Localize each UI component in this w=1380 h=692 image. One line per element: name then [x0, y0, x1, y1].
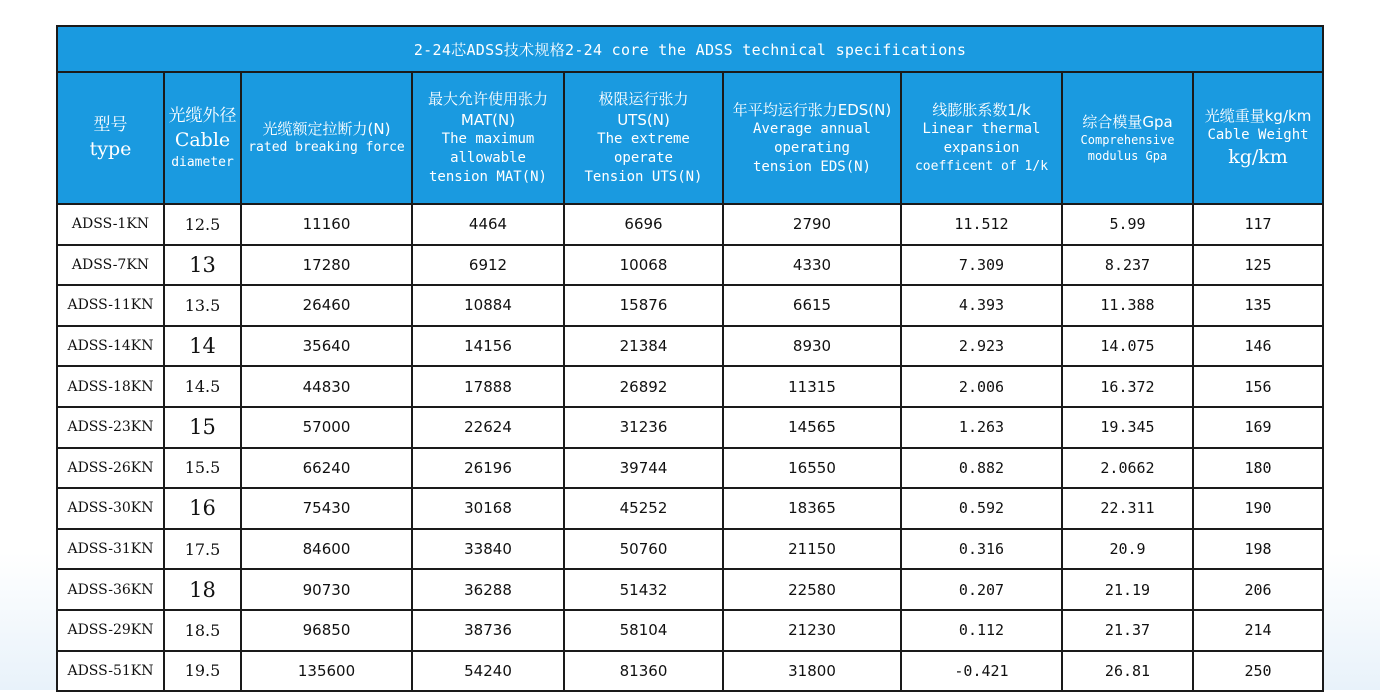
- breaking-force-cell: 35640: [241, 326, 412, 367]
- header-label-zh: UTS(N): [617, 110, 670, 129]
- header-label-en: diameter: [171, 154, 234, 170]
- diameter-cell: 19.5: [164, 651, 241, 692]
- uts-cell: 51432: [564, 569, 723, 610]
- mat-cell: 22624: [412, 407, 564, 448]
- modulus-cell: 22.311: [1062, 488, 1193, 529]
- weight-cell: 169: [1193, 407, 1323, 448]
- mat-cell: 38736: [412, 610, 564, 651]
- table-row: [57, 610, 1323, 651]
- weight-cell: 117: [1193, 204, 1323, 245]
- mat-cell: 14156: [412, 326, 564, 367]
- table-title: 2-24芯ADSS技术规格2-24 core the ADSS technical specifications: [57, 26, 1323, 72]
- expansion-cell: 0.316: [901, 529, 1062, 570]
- modulus-cell: 21.19: [1062, 569, 1193, 610]
- model-cell: ADSS-7KN: [57, 245, 164, 286]
- header-rated-breaking-force: [241, 72, 412, 204]
- mat-cell: 6912: [412, 245, 564, 286]
- expansion-cell: 0.207: [901, 569, 1062, 610]
- model-cell: ADSS-31KN: [57, 529, 164, 570]
- header-max-allowable-tension: [412, 72, 564, 204]
- table-row: [57, 651, 1323, 692]
- modulus-cell: 11.388: [1062, 285, 1193, 326]
- mat-cell: 17888: [412, 366, 564, 407]
- modulus-cell: 26.81: [1062, 651, 1193, 692]
- model-cell: ADSS-36KN: [57, 569, 164, 610]
- header-label-zh: 型号: [93, 114, 128, 135]
- header-label-en: coefficent of 1/k: [914, 159, 1049, 175]
- modulus-cell: 20.9: [1062, 529, 1193, 570]
- modulus-cell: 19.345: [1062, 407, 1193, 448]
- eds-cell: 11315: [723, 366, 901, 407]
- modulus-cell: 14.075: [1062, 326, 1193, 367]
- table-row: [57, 285, 1323, 326]
- expansion-cell: 0.112: [901, 610, 1062, 651]
- mat-cell: 54240: [412, 651, 564, 692]
- weight-cell: 180: [1193, 448, 1323, 489]
- uts-cell: 6696: [564, 204, 723, 245]
- header-label-en: expansion: [943, 140, 1020, 157]
- diameter-cell: 14.5: [164, 366, 241, 407]
- diameter-cell: 14: [164, 326, 241, 367]
- eds-cell: 22580: [723, 569, 901, 610]
- modulus-cell: 5.99: [1062, 204, 1193, 245]
- header-label-en: rated breaking force: [248, 140, 405, 156]
- breaking-force-cell: 26460: [241, 285, 412, 326]
- table-row: [57, 569, 1323, 610]
- uts-cell: 39744: [564, 448, 723, 489]
- uts-cell: 81360: [564, 651, 723, 692]
- header-label-zh: 年平均运行张力EDS(N): [732, 100, 892, 119]
- model-cell: ADSS-23KN: [57, 407, 164, 448]
- header-label-zh: 综合模量Gpa: [1082, 112, 1173, 131]
- weight-cell: 214: [1193, 610, 1323, 651]
- model-cell: ADSS-1KN: [57, 204, 164, 245]
- modulus-cell: 16.372: [1062, 366, 1193, 407]
- eds-cell: 21230: [723, 610, 901, 651]
- model-cell: ADSS-51KN: [57, 651, 164, 692]
- header-label-en: kg/km: [1228, 145, 1288, 168]
- breaking-force-cell: 17280: [241, 245, 412, 286]
- header-label-en: allowable: [450, 149, 526, 166]
- diameter-cell: 15.5: [164, 448, 241, 489]
- spec-table-container: [56, 25, 1322, 692]
- modulus-cell: 2.0662: [1062, 448, 1193, 489]
- table-row: [57, 529, 1323, 570]
- header-label-en: The maximum: [441, 130, 535, 147]
- table-row: [57, 366, 1323, 407]
- header-type: [57, 72, 164, 204]
- mat-cell: 4464: [412, 204, 564, 245]
- table-row: [57, 407, 1323, 448]
- uts-cell: 31236: [564, 407, 723, 448]
- weight-cell: 190: [1193, 488, 1323, 529]
- eds-cell: 18365: [723, 488, 901, 529]
- header-cable-weight: [1193, 72, 1323, 204]
- header-label-en: Average annual: [752, 120, 871, 137]
- header-label-zh: 极限运行张力: [598, 90, 689, 109]
- weight-cell: 125: [1193, 245, 1323, 286]
- uts-cell: 15876: [564, 285, 723, 326]
- diameter-cell: 15: [164, 407, 241, 448]
- header-label-en: modulus Gpa: [1087, 149, 1168, 164]
- expansion-cell: 7.309: [901, 245, 1062, 286]
- uts-cell: 21384: [564, 326, 723, 367]
- eds-cell: 31800: [723, 651, 901, 692]
- header-label-en: operating: [774, 139, 850, 156]
- spec-table: [56, 25, 1324, 692]
- breaking-force-cell: 11160: [241, 204, 412, 245]
- header-label-zh: 光缆额定拉断力(N): [262, 120, 391, 139]
- mat-cell: 36288: [412, 569, 564, 610]
- model-cell: ADSS-29KN: [57, 610, 164, 651]
- header-extreme-tension: [564, 72, 723, 204]
- weight-cell: 156: [1193, 366, 1323, 407]
- header-label-zh: 光缆重量kg/km: [1204, 106, 1312, 125]
- table-row: [57, 245, 1323, 286]
- modulus-cell: 21.37: [1062, 610, 1193, 651]
- table-title-row: [57, 26, 1323, 72]
- diameter-cell: 13: [164, 245, 241, 286]
- header-label-en: Linear thermal: [922, 121, 1041, 138]
- header-thermal-expansion: [901, 72, 1062, 204]
- table-row: [57, 326, 1323, 367]
- model-cell: ADSS-30KN: [57, 488, 164, 529]
- diameter-cell: 18: [164, 569, 241, 610]
- table-row: [57, 448, 1323, 489]
- expansion-cell: 2.923: [901, 326, 1062, 367]
- expansion-cell: 4.393: [901, 285, 1062, 326]
- modulus-cell: 8.237: [1062, 245, 1193, 286]
- weight-cell: 206: [1193, 569, 1323, 610]
- header-label-zh: MAT(N): [460, 110, 516, 129]
- expansion-cell: 1.263: [901, 407, 1062, 448]
- eds-cell: 2790: [723, 204, 901, 245]
- weight-cell: 198: [1193, 529, 1323, 570]
- breaking-force-cell: 90730: [241, 569, 412, 610]
- model-cell: ADSS-18KN: [57, 366, 164, 407]
- breaking-force-cell: 66240: [241, 448, 412, 489]
- expansion-cell: 0.882: [901, 448, 1062, 489]
- table-row: [57, 488, 1323, 529]
- header-label-en: tension MAT(N): [428, 168, 547, 185]
- table-header-row: [57, 72, 1323, 204]
- table-row: [57, 204, 1323, 245]
- eds-cell: 6615: [723, 285, 901, 326]
- weight-cell: 135: [1193, 285, 1323, 326]
- header-label-en: Cable Weight: [1207, 126, 1309, 143]
- header-label-zh: 光缆外径: [168, 105, 237, 126]
- model-cell: ADSS-14KN: [57, 326, 164, 367]
- header-average-operating-tension: [723, 72, 901, 204]
- breaking-force-cell: 57000: [241, 407, 412, 448]
- diameter-cell: 17.5: [164, 529, 241, 570]
- model-cell: ADSS-26KN: [57, 448, 164, 489]
- uts-cell: 10068: [564, 245, 723, 286]
- mat-cell: 33840: [412, 529, 564, 570]
- expansion-cell: -0.421: [901, 651, 1062, 692]
- header-label-zh: 最大允许使用张力: [427, 90, 548, 109]
- eds-cell: 16550: [723, 448, 901, 489]
- diameter-cell: 12.5: [164, 204, 241, 245]
- weight-cell: 250: [1193, 651, 1323, 692]
- breaking-force-cell: 96850: [241, 610, 412, 651]
- header-comprehensive-modulus: [1062, 72, 1193, 204]
- header-label-en: Comprehensive: [1080, 132, 1175, 147]
- expansion-cell: 0.592: [901, 488, 1062, 529]
- breaking-force-cell: 44830: [241, 366, 412, 407]
- breaking-force-cell: 84600: [241, 529, 412, 570]
- header-cable-diameter: [164, 72, 241, 204]
- weight-cell: 146: [1193, 326, 1323, 367]
- model-cell: ADSS-11KN: [57, 285, 164, 326]
- eds-cell: 14565: [723, 407, 901, 448]
- uts-cell: 45252: [564, 488, 723, 529]
- mat-cell: 26196: [412, 448, 564, 489]
- expansion-cell: 11.512: [901, 204, 1062, 245]
- header-label-en: type: [89, 137, 132, 160]
- mat-cell: 10884: [412, 285, 564, 326]
- header-label-en: Tension UTS(N): [584, 168, 703, 185]
- header-label-en: The extreme operate: [597, 130, 690, 166]
- diameter-cell: 16: [164, 488, 241, 529]
- eds-cell: 8930: [723, 326, 901, 367]
- header-label-zh: 线膨胀系数1/k: [932, 101, 1031, 120]
- eds-cell: 4330: [723, 245, 901, 286]
- header-label-en: tension EDS(N): [752, 158, 871, 175]
- breaking-force-cell: 135600: [241, 651, 412, 692]
- uts-cell: 50760: [564, 529, 723, 570]
- uts-cell: 58104: [564, 610, 723, 651]
- diameter-cell: 18.5: [164, 610, 241, 651]
- diameter-cell: 13.5: [164, 285, 241, 326]
- mat-cell: 30168: [412, 488, 564, 529]
- expansion-cell: 2.006: [901, 366, 1062, 407]
- breaking-force-cell: 75430: [241, 488, 412, 529]
- uts-cell: 26892: [564, 366, 723, 407]
- header-label-en: Cable: [174, 128, 231, 151]
- eds-cell: 21150: [723, 529, 901, 570]
- table-body: [57, 204, 1323, 691]
